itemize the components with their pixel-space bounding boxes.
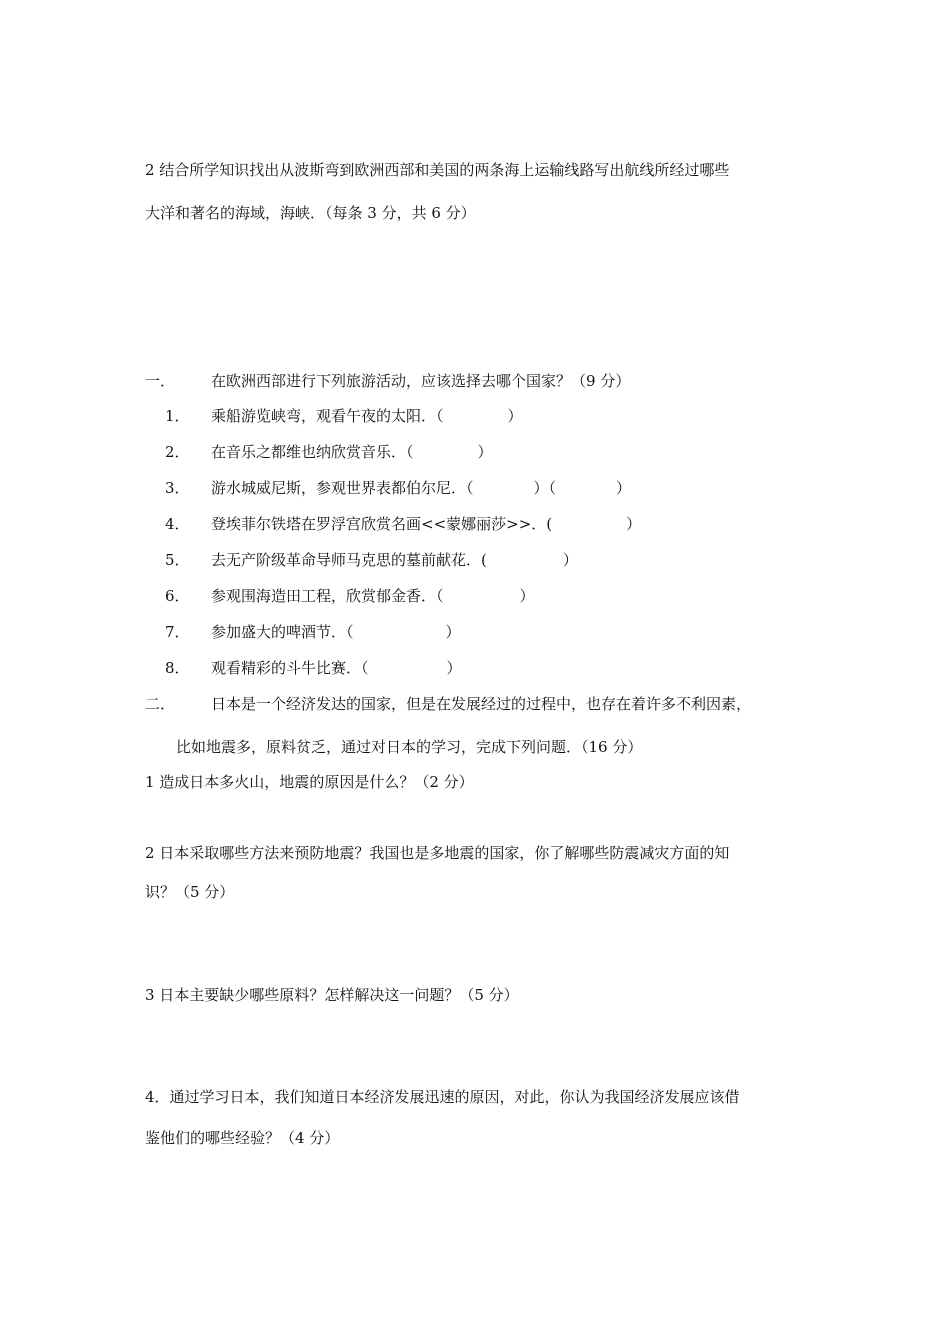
item-number: 3． — [165, 479, 190, 497]
section-2-line-2: 比如地震多，原料贫乏，通过对日本的学习，完成下列问题．（16 分） — [176, 738, 643, 756]
item-text: 登埃菲尔铁塔在罗浮宫欣赏名画<<蒙娜丽莎>>．( — [211, 515, 553, 533]
item-mid: ）（ — [533, 479, 557, 497]
item-close: ） — [562, 551, 578, 569]
section-2-heading — [145, 694, 751, 714]
list-item — [165, 478, 631, 498]
list-item — [165, 622, 461, 642]
section-2-number: 二． — [145, 695, 176, 713]
item-close: ） — [519, 587, 535, 605]
question-1: 1 造成日本多火山，地震的原因是什么？（2 分） — [145, 773, 474, 791]
list-item — [165, 514, 641, 534]
q2-line-1: 2 结合所学知识找出从波斯弯到欧洲西部和美国的两条海上运输线路写出航线所经过哪些 — [145, 161, 730, 179]
list-item — [165, 550, 578, 570]
item-close: ） — [446, 659, 462, 677]
list-item — [165, 406, 523, 426]
section-1-number: 一． — [145, 372, 176, 390]
question-2-line-1: 2 日本采取哪些方法来预防地震？我国也是多地震的国家，你了解哪些防震减灾方面的知 — [145, 844, 730, 862]
item-close: ） — [616, 479, 632, 497]
item-close: ） — [477, 443, 493, 461]
section-1-heading — [145, 371, 630, 391]
item-number: 2． — [165, 443, 190, 461]
question-2-line-2: 识？（5 分） — [145, 883, 235, 901]
list-item — [165, 586, 535, 606]
item-number: 5． — [165, 551, 190, 569]
item-text: 乘船游览峡弯，观看午夜的太阳．（ — [211, 407, 444, 425]
section-2-line-1: 日本是一个经济发达的国家，但是在发展经过的过程中，也存在着许多不利因素， — [211, 695, 752, 713]
item-number: 7． — [165, 623, 190, 641]
question-4-line-2: 鉴他们的哪些经验？（4 分） — [145, 1129, 340, 1147]
section-1-title: 在欧洲西部进行下列旅游活动，应该选择去哪个国家？（9 分） — [211, 372, 631, 390]
item-text: 在音乐之都维也纳欣赏音乐．（ — [211, 443, 414, 461]
item-text: 观看精彩的斗牛比赛．（ — [211, 659, 369, 677]
question-4-line-1: 4．通过学习日本，我们知道日本经济发展迅速的原因，对此，你认为我国经济发展应该借 — [145, 1088, 740, 1106]
item-close: ） — [626, 515, 642, 533]
item-close: ） — [445, 623, 461, 641]
item-text: 参加盛大的啤酒节．（ — [211, 623, 354, 641]
list-item — [165, 658, 462, 678]
item-number: 6． — [165, 587, 190, 605]
item-number: 1． — [165, 407, 190, 425]
item-close: ） — [507, 407, 523, 425]
list-item — [165, 442, 493, 462]
item-text: 游水城威尼斯，参观世界表都伯尔尼．（ — [211, 479, 474, 497]
question-3: 3 日本主要缺少哪些原料？怎样解决这一问题？（5 分） — [145, 986, 519, 1004]
item-number: 8． — [165, 659, 190, 677]
q2-line-2: 大洋和著名的海域，海峡．（每条 3 分，共 6 分） — [145, 204, 476, 222]
item-text: 参观围海造田工程，欣赏郁金香．（ — [211, 587, 444, 605]
item-text: 去无产阶级革命导师马克思的墓前献花．( — [211, 551, 487, 569]
item-number: 4． — [165, 515, 190, 533]
